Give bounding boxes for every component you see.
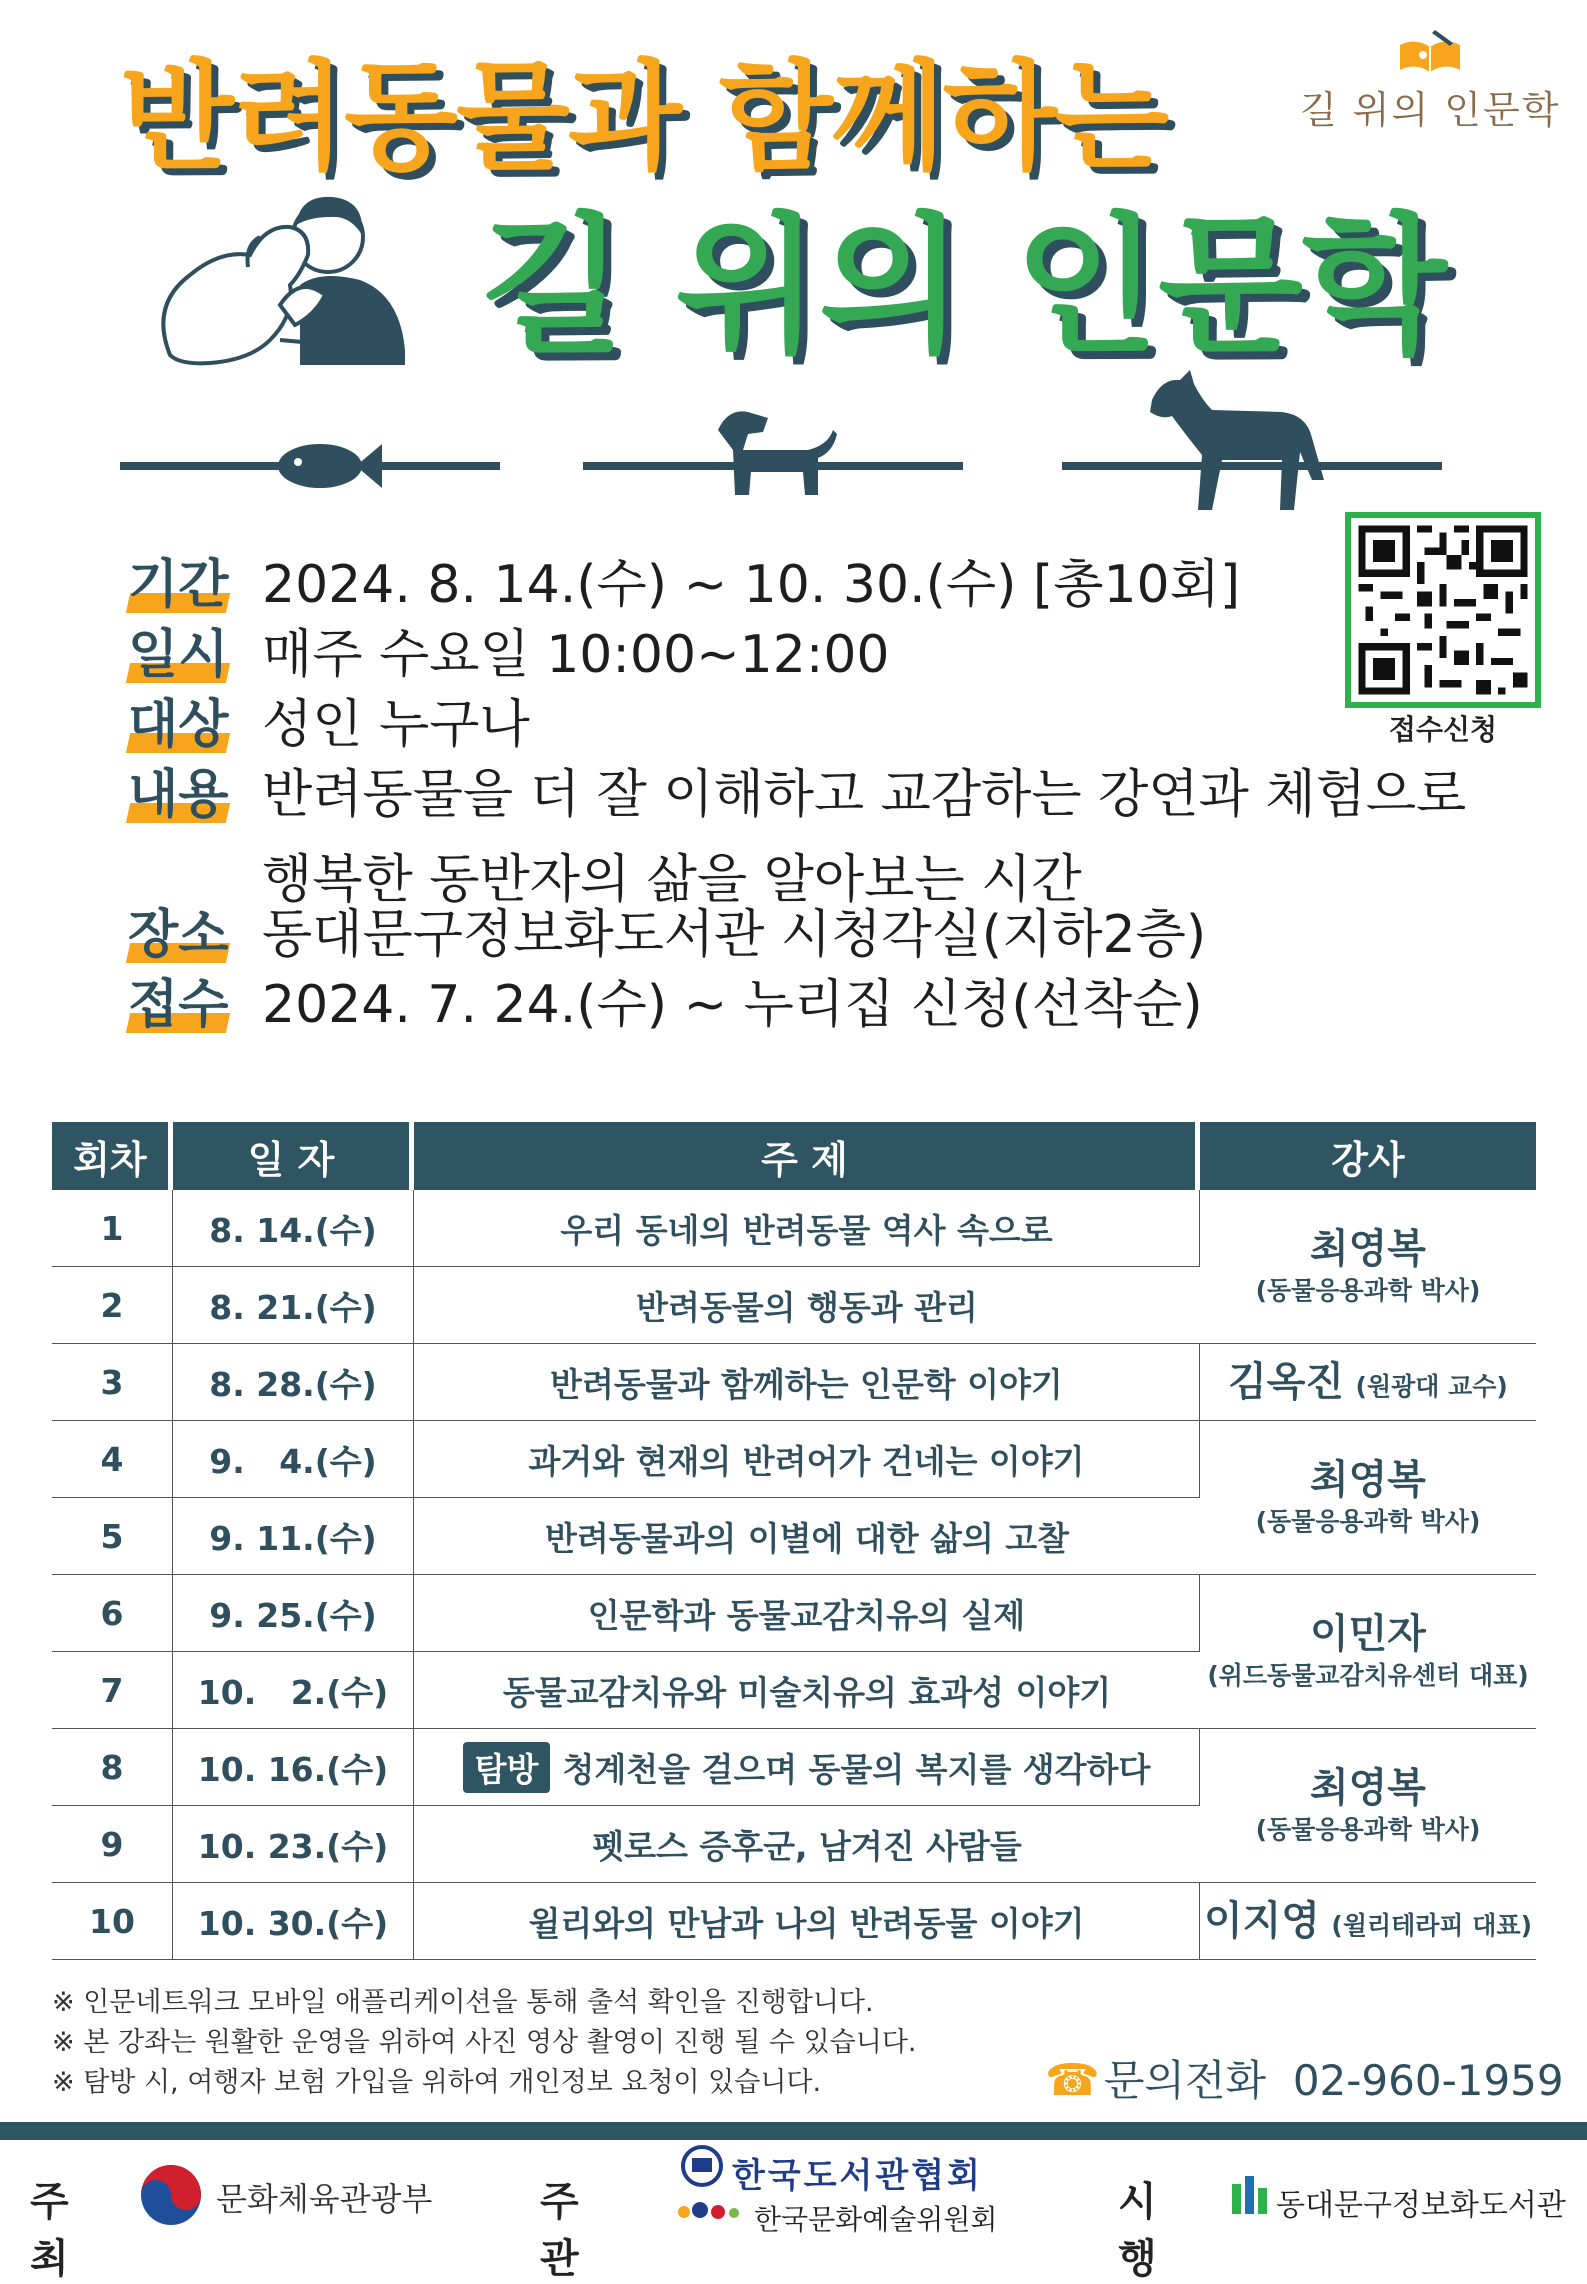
dog-line-decoration	[583, 390, 963, 510]
contact-number: 02-960-1959	[1292, 2056, 1564, 2105]
info-label: 대상	[128, 682, 256, 757]
table-header-row	[52, 1122, 1536, 1190]
qr-code[interactable]	[1345, 512, 1541, 708]
title-line2: 길 위의 인문학	[480, 200, 1446, 374]
organizer-name-2: 한국문화예술위원회	[754, 2203, 998, 2236]
lecturer-name: 이민자	[1310, 1610, 1426, 1657]
info-time	[128, 612, 890, 687]
lecturer-role: (동물응용과학 박사)	[1255, 1275, 1481, 1305]
note-item: ※ 본 강좌는 원활한 운영을 위하여 사진 영상 촬영이 진행 될 수 있습니다.	[52, 2027, 917, 2058]
row-topic: 반려동물과 함께하는 인문학 이야기	[414, 1344, 1200, 1421]
book-pen-icon	[1395, 25, 1465, 75]
taegeuk-logo-icon	[138, 2162, 204, 2228]
lecturer-cell	[1200, 1883, 1536, 1960]
row-no: 2	[52, 1267, 173, 1344]
library-logo-icon	[1230, 2172, 1270, 2216]
lecturer-cell	[1200, 1575, 1536, 1729]
field-trip-badge: 탐방	[463, 1742, 551, 1793]
row-date: 8. 28.(수)	[173, 1344, 414, 1421]
row-no: 7	[52, 1652, 173, 1729]
person-hugging-dog-illustration	[150, 175, 420, 375]
table-row	[52, 1729, 1536, 1806]
info-registration	[128, 962, 1203, 1037]
lecturer-role: (위드동물교감치유센터 대표)	[1207, 1660, 1529, 1690]
row-no: 8	[52, 1729, 173, 1806]
row-topic: 우리 동네의 반려동물 역사 속으로	[414, 1190, 1200, 1267]
info-content	[128, 752, 1466, 912]
contact-label: 문의전화	[1103, 2056, 1267, 2105]
row-no: 5	[52, 1498, 173, 1575]
organizer-name-1: 한국도서관협회	[732, 2156, 983, 2196]
table-row	[52, 1344, 1536, 1421]
row-date: 8. 14.(수)	[173, 1190, 414, 1267]
row-no: 6	[52, 1575, 173, 1652]
table-row	[52, 1883, 1536, 1960]
row-date: 9. 11.(수)	[173, 1498, 414, 1575]
header-no: 회차	[52, 1122, 173, 1190]
organizer-label: 주관	[540, 2179, 579, 2282]
lecturer-role: (동물응용과학 박사)	[1255, 1814, 1481, 1844]
dog-icon	[718, 411, 837, 495]
lecturer-cell	[1200, 1344, 1536, 1421]
executor-name: 동대문구정보화도서관	[1276, 2188, 1566, 2223]
row-topic-text: 청계천을 걸으며 동물의 복지를 생각하다	[562, 1749, 1151, 1789]
horse-icon	[1150, 370, 1324, 510]
info-label: 장소	[128, 892, 256, 967]
info-value: 동대문구정보화도서관 시청각실(지하2층)	[262, 905, 1207, 965]
host-name: 문화체육관광부	[216, 2180, 433, 2218]
row-topic: 동물교감치유와 미술치유의 효과성 이야기	[414, 1652, 1200, 1729]
info-value: 성인 누구나	[262, 695, 530, 755]
row-no: 10	[52, 1883, 173, 1960]
row-no: 1	[52, 1190, 173, 1267]
info-value: 2024. 7. 24.(수) ~ 누리집 신청(선착순)	[262, 975, 1203, 1035]
row-topic: 펫로스 증후군, 남겨진 사람들	[414, 1806, 1200, 1883]
phone-icon: ☎	[1045, 2055, 1100, 2106]
lecturer-cell	[1200, 1421, 1536, 1575]
info-label: 접수	[128, 962, 256, 1037]
row-date: 9. 25.(수)	[173, 1575, 414, 1652]
row-date: 10. 16.(수)	[173, 1729, 414, 1806]
row-topic	[414, 1729, 1200, 1806]
row-date: 9. 4.(수)	[173, 1421, 414, 1498]
lecturer-cell	[1200, 1729, 1536, 1883]
schedule-table	[52, 1122, 1536, 1960]
fish-line-decoration	[120, 390, 500, 490]
row-topic: 반려동물과의 이별에 대한 삶의 고찰	[414, 1498, 1200, 1575]
info-label: 기간	[128, 542, 256, 617]
row-date: 10. 23.(수)	[173, 1806, 414, 1883]
row-no: 9	[52, 1806, 173, 1883]
title-line1: 반려동물과 함께하는	[120, 48, 1167, 186]
header-topic: 주 제	[414, 1122, 1200, 1190]
note-item: ※ 인문네트워크 모바일 애플리케이션을 통해 출석 확인을 진행합니다.	[52, 1987, 874, 2018]
footer-divider	[0, 2122, 1587, 2140]
lecturer-name: 이지영	[1203, 1898, 1320, 1944]
horse-line-decoration	[1062, 360, 1442, 520]
arts-council-logo-icon	[676, 2200, 746, 2224]
brand-text: 길 위의 인문학	[1300, 88, 1561, 132]
notes	[52, 1983, 917, 2103]
row-topic: 윌리와의 만남과 나의 반려동물 이야기	[414, 1883, 1200, 1960]
row-date: 10. 2.(수)	[173, 1652, 414, 1729]
brand-logo	[1300, 25, 1560, 134]
qr-code-pattern	[1351, 518, 1535, 702]
info-value: 반려동물을 더 잘 이해하고 교감하는 강연과 체험으로 행복한 동반자의 삶을 알아보는 시간	[262, 765, 1467, 910]
row-topic: 인문학과 동물교감치유의 실제	[414, 1575, 1200, 1652]
header-lecturer: 강사	[1200, 1122, 1536, 1190]
table-row	[52, 1575, 1536, 1652]
info-target	[128, 682, 530, 757]
contact-phone	[1045, 2048, 1564, 2108]
table-row	[52, 1190, 1536, 1267]
row-no: 4	[52, 1421, 173, 1498]
lecturer-name: 김옥진	[1228, 1359, 1345, 1405]
lecturer-role: (원광대 교수)	[1355, 1372, 1508, 1401]
qr-caption: 접수신청	[1388, 713, 1498, 746]
lecturer-name: 최영복	[1310, 1225, 1426, 1272]
lecturer-name: 최영복	[1310, 1764, 1426, 1811]
row-topic: 반려동물의 행동과 관리	[414, 1267, 1200, 1344]
info-period	[128, 542, 1240, 617]
info-place	[128, 892, 1206, 967]
lecturer-name: 최영복	[1310, 1456, 1426, 1503]
note-item: ※ 탐방 시, 여행자 보험 가입을 위하여 개인정보 요청이 있습니다.	[52, 2067, 822, 2098]
table-row	[52, 1421, 1536, 1498]
info-value: 2024. 8. 14.(수) ~ 10. 30.(수) [총10회]	[262, 555, 1241, 615]
row-no: 3	[52, 1344, 173, 1421]
executor-label: 시행	[1118, 2179, 1157, 2282]
lecturer-role: (동물응용과학 박사)	[1255, 1506, 1481, 1536]
lecturer-cell	[1200, 1190, 1536, 1344]
info-value: 매주 수요일 10:00~12:00	[262, 625, 890, 685]
info-label: 일시	[128, 612, 256, 687]
header-date: 일 자	[173, 1122, 414, 1190]
fish-icon	[278, 444, 382, 488]
kla-logo-icon	[680, 2144, 724, 2188]
row-date: 10. 30.(수)	[173, 1883, 414, 1960]
host-label: 주최	[30, 2179, 69, 2282]
info-label: 내용	[128, 752, 256, 827]
lecturer-role: (윌리테라피 대표)	[1331, 1911, 1533, 1940]
row-topic: 과거와 현재의 반려어가 건네는 이야기	[414, 1421, 1200, 1498]
row-date: 8. 21.(수)	[173, 1267, 414, 1344]
